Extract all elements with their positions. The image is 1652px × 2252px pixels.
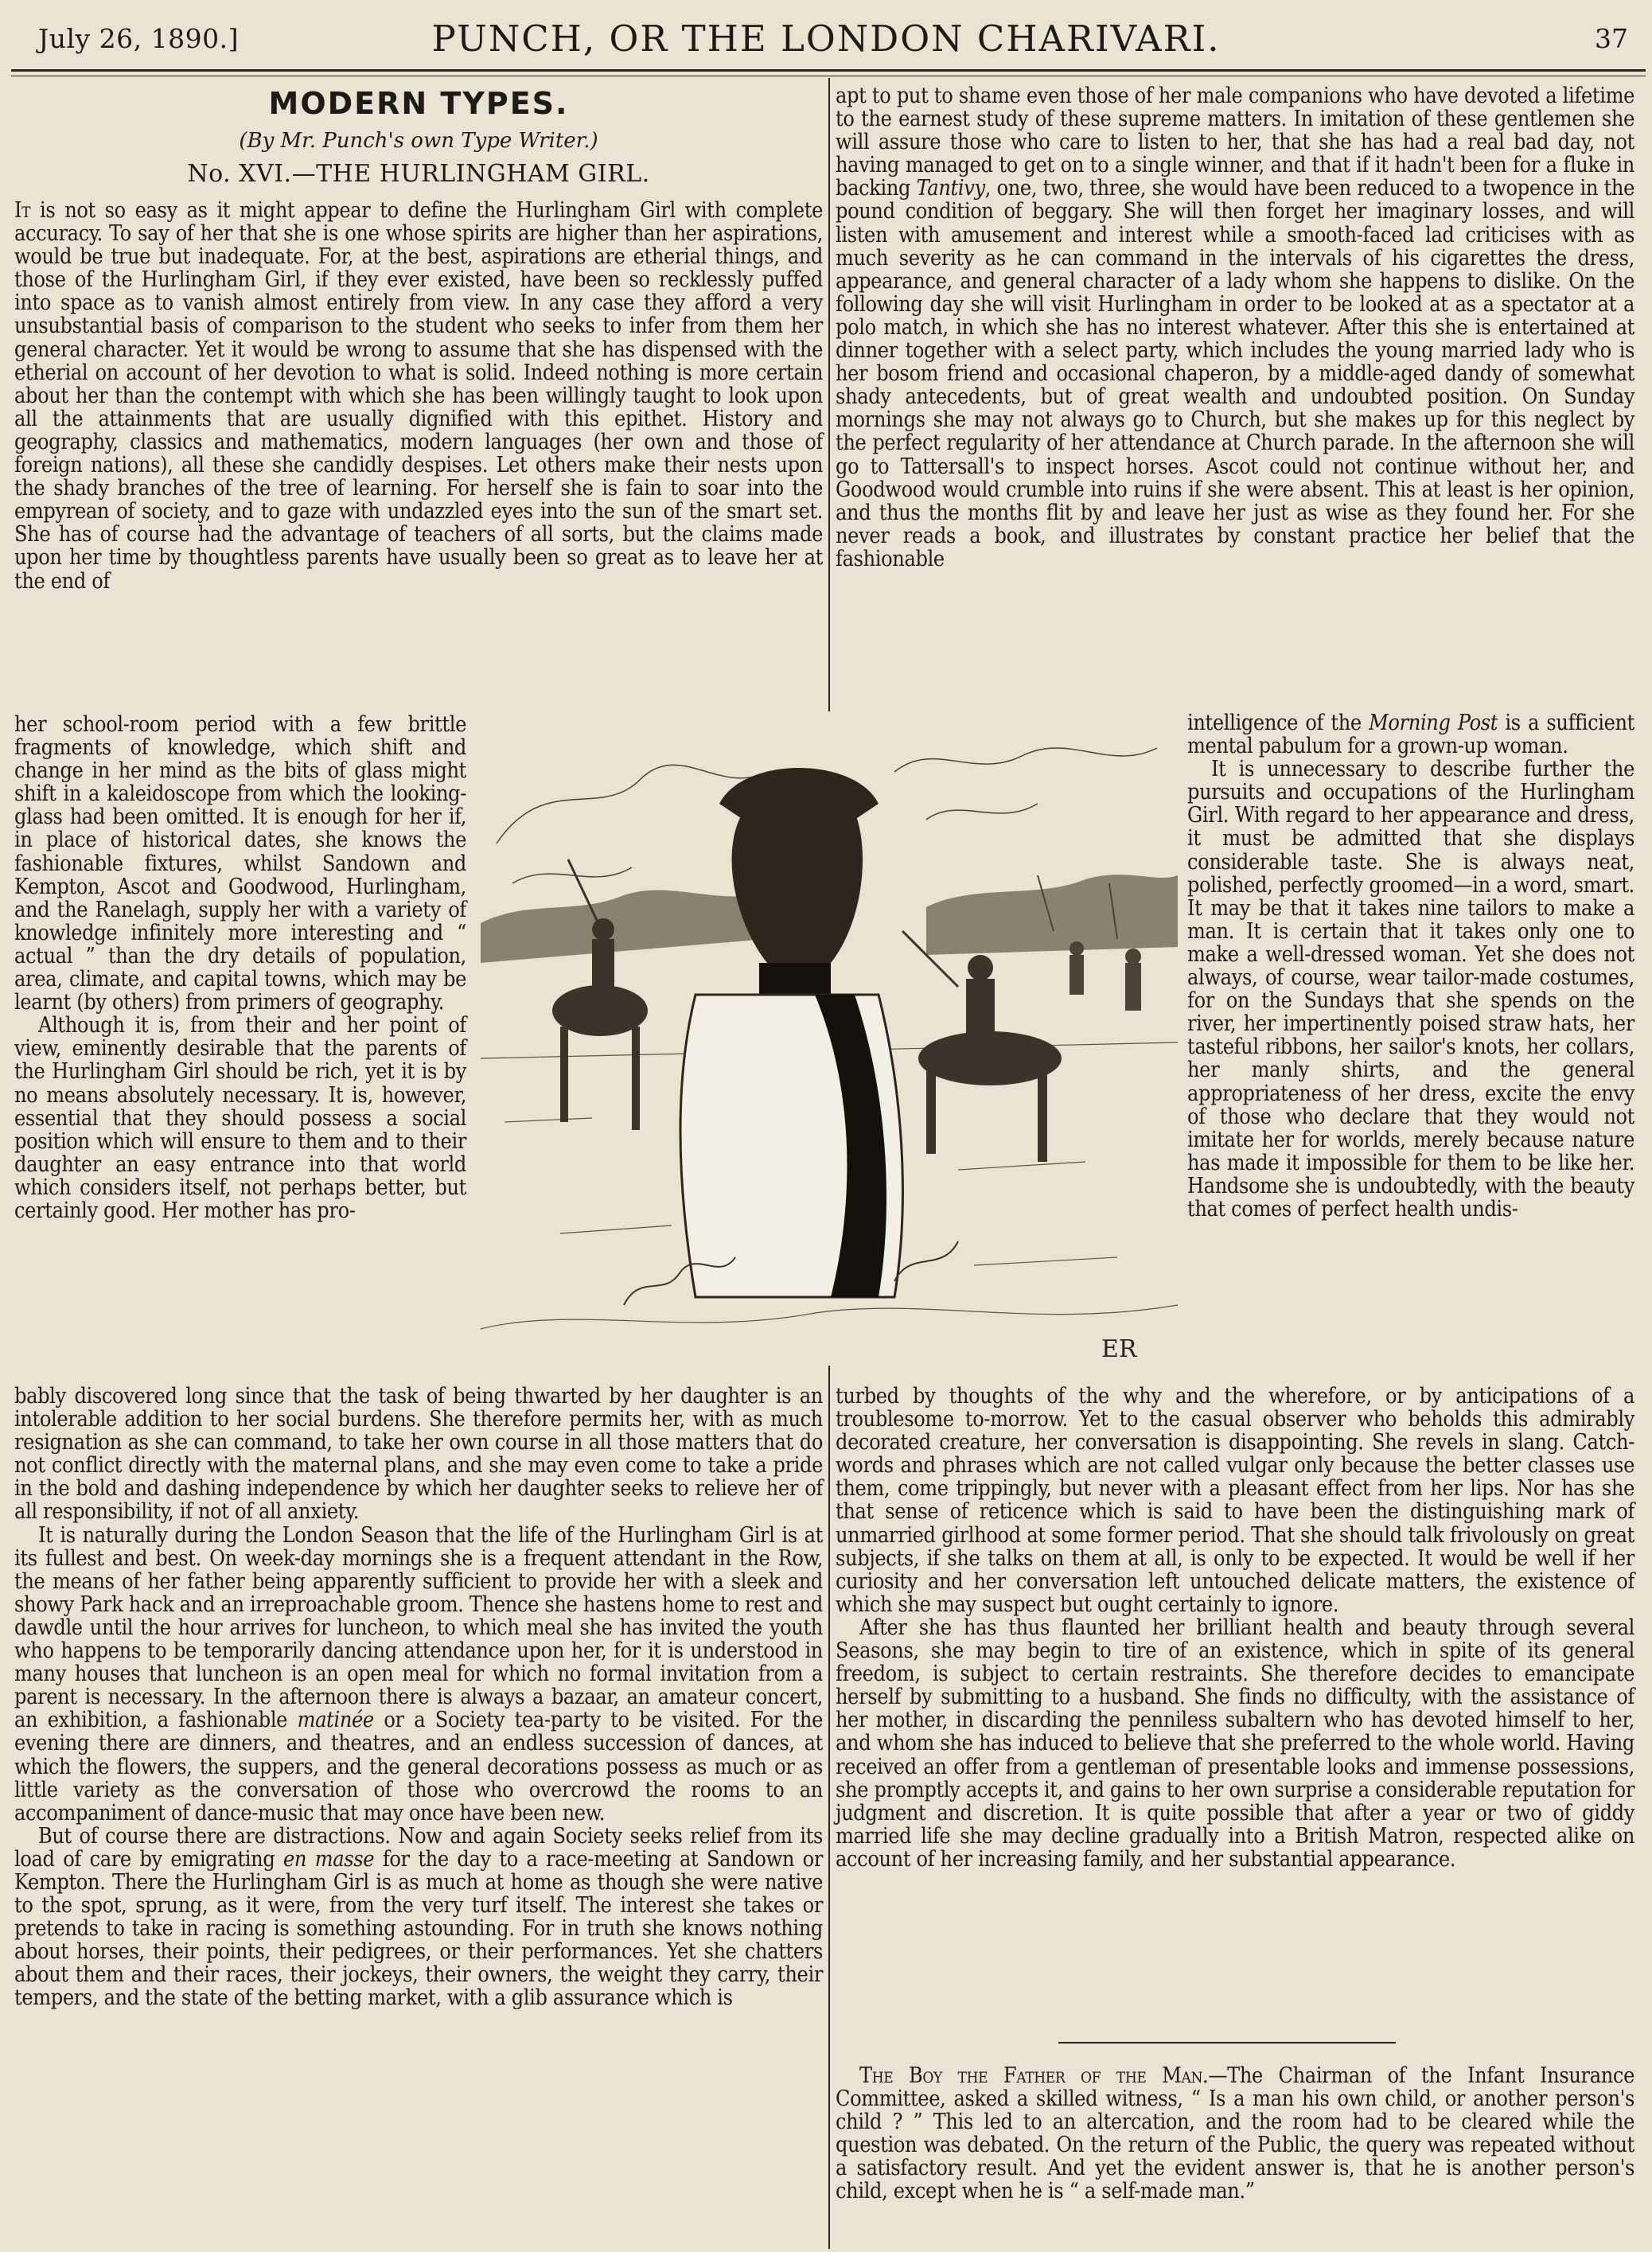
paragraph-text: It is unnecessary to describe further the pursuits and occupations of the Hurlingham Girl. With regard to her appearance and dress, it must be admitted that she displays considerable taste. She is always neat, polished, perfectly groomed—in a word, smart. It may be that it takes nine tailors to make a man. It is certain that it takes only one to make a well-dressed woman. Yet she does not always, of course, wear tailor-made costumes, for on the Sundays that she spends on the river, her impertinently poised straw hats, her tasteful ribbons, her sailor's knots, her collars, her manly shirts, and the general appropriateness of her dress, excite the envy of those who declare that they would not imitate her for worlds, merely because nature has made it impossible for them to be like her. Handsome she is undoubtedly, with the beauty that comes of perfect health undis- <box>1187 757 1634 1221</box>
paragraph <box>836 1616 1634 1871</box>
masthead-rule <box>11 69 1646 72</box>
polo-illustration <box>481 724 1178 1370</box>
column-divider <box>828 1366 830 2249</box>
filler-heading: The Boy the Father of the Man. <box>859 2063 1209 2088</box>
paragraph-text: Although it is, from their and her point of view, eminently desirable that the parents of the Hurlingham Girl should be rich, yet it is by no means absolutely necessary. It is, however, essential that they should possess a social position which will ensure to them and to their daughter an easy entrance into that world which considers itself, not perhaps better, but certainly good. Her mother has pro- <box>14 1013 466 1223</box>
paragraph-text: her school-room period with a few brittle fragments of knowledge, which shift and change in her mind as the bits of glass might shift in a kaleidoscope from which the looking-glass had been omitted. It is enough for her if, in place of historical dates, she knows the fashionable fixtures, whilst Sandown and Kempton, Ascot and Goodwood, Hurlingham, and the Ranelagh, supply her with a variety of knowledge infinitely more interesting and “ actual ” than the dry details of population, area, climate, and capital towns, which may be learnt (by others) from primers of geography. <box>14 712 466 1015</box>
paragraph-text: is a sufficient mental pabulum for a grown-up woman. <box>1187 711 1635 759</box>
polo-rider-right <box>902 931 1062 1162</box>
publication-title: PUNCH, OR THE LONDON CHARIVARI. <box>431 18 1221 60</box>
paragraph-text: is not so easy as it might appear to define the Hurlingham Girl with complete accuracy. To say of her that she is one whose spirits are higher than her aspirations, would be true but inadequate. For, at the best, aspirations are etherial things, and those of the Hurlingham Girl, if they ever existed, have been so recklessly puffed into space as to vanish almost entirely from view. In any case they afford a very unsubstantial basis of comparison to the student who seeks to infer from them her general character. Yet it would be wrong to assume that she has dispensed with the etherial on account of her devotion to what is solid. Indeed nothing is more certain about her than the contempt with which she has been willingly taught to look upon all the attainments that are usually dignified with this epithet. History and geography, classics and mathematics, modern languages (her own and those of foreign nations), all these she candidly despises. Let others make their nests upon the shady branches of the tree of learning. For herself she is fain to soar into the empyrean of society, and to gaze with undazzled eyes into the sun of the smart set. She has of course had the advantage of teachers of all sorts, but the claims made upon her time by thoughtless parents have usually been so great as to leave her at the end of <box>14 198 823 594</box>
paragraph <box>1187 758 1634 1221</box>
paragraph <box>836 84 1634 571</box>
paragraph-text: , one, two, three, she would have been reduced to a twopence in the pound condition of beggary. She will then forget her imaginary losses, and will listen with amusement and interest while a smooth-faced lad criticises with as much severity as he can command in the intervals of his cigarettes the dress, appearance, and general character of a lady whom she happens to dislike. On the following day she will visit Hurlingham in order to be looked at as a spectator at a polo match, in which she has no interest whatever. After this she is entertained at dinner together with a select party, which includes the young married lady who is her bosom friend and occasional chaperon, by a middle-aged dandy of somewhat shady antecedents, but of great wealth and undoubted position. On Sunday mornings she may not always go to Church, but she makes up for this neglect by the perfect regularity of her attendance at Church parade. In the afternoon she will go to Tattersall's to inspect horses. Ascot could not continue without her, and Goodwood would crumble into ruins if she were absent. This at least is her opinion, and thus the months flit by and leave her just as wise as they found her. For she never reads a book, and illustrates by constant practice her belief that the fashionable <box>836 176 1635 571</box>
paragraph <box>14 199 823 593</box>
paragraph-text: After she has thus flaunted her brilliant health and beauty through several Seasons, she may begin to tire of an existence, which in spite of its general freedom, is subject to certain restraints. She therefore decides to emancipate herself by submitting to a husband. She finds no difficulty, with the assistance of her mother, in discarding the penniless subaltern who has devoted himself to her, and whom she has induced to believe that she preferred to the whole world. Having received an offer from a gentleman of presentable looks and immense possessions, she promptly accepts it, and gains to her own surprise a considerable reputation for judgment and discretion. It is quite possible that after a year or two of giddy married life she may decline gradually into a British Matron, respected alike on account of her increasing family, and her substantial appearance. <box>836 1615 1634 1872</box>
emphasis: Morning Post <box>1369 711 1498 735</box>
paragraph <box>14 1385 823 1524</box>
column-divider <box>828 78 830 711</box>
paragraph <box>1187 711 1634 758</box>
paragraph-text: It is naturally during the London Season that the life of the Hurlingham Girl is at its fullest and best. On week-day mornings she is a frequent attendant in the Row, the means of her father being apparently sufficient to provide her with a sleek and showy Park hack and an irreproachable groom. Thence she hastens home to rest and dawdle until the hour arrives for luncheon, to which meal she has invited the youth who happens to be temporarily dancing attendance upon her, for it is understood in many houses that luncheon is an open meal for which no formal invitation from a parent is necessary. In the afternoon there is always a bazaar, an amateur concert, an exhibition, a fashionable <box>14 1522 823 1733</box>
paragraph-text: apt to put to shame even those of her male companions who have devoted a lifetime to the earnest study of these supreme matters. In imitation of these gentlemen she will assure those who care to listen to her, that she has had a real bad day, not having managed to get on to a single winner, and that if it hadn't been for a fluke in backing <box>836 84 1634 201</box>
article-byline: (By Mr. Punch's own Type Writer.) <box>239 129 598 153</box>
hurlingham-girl-figure <box>680 768 902 1297</box>
section-divider <box>1058 2042 1396 2044</box>
article-column-left-bottom <box>14 1385 823 2010</box>
paragraph <box>836 2064 1634 2203</box>
emphasis: Tantivy <box>916 176 985 201</box>
paragraph-text: —The Chairman of the Infant Insurance Committee, asked a skilled witness, “ Is a man his own child, or another person's child ? ” This led to an altercation, and the room had to be cleared while the question was debated. On the return of the Public, the query was repeated without a satisfactory result. And yet the evident answer is, that he is another person's child, except when he is “ a self-made man.” <box>836 2063 1634 2204</box>
emphasis: matinée <box>297 1708 374 1733</box>
article-column-left-wrap <box>14 713 466 1222</box>
emphasis: en masse <box>283 1846 375 1872</box>
article-column-right-top <box>836 84 1634 571</box>
paragraph <box>14 713 466 1014</box>
issue-date: July 26, 1890.] <box>38 23 239 54</box>
article-subhead: No. XVI.—THE HURLINGHAM GIRL. <box>187 160 650 188</box>
article-column-right-bottom <box>836 1385 1634 1871</box>
illustrator-signature: ER <box>1101 1335 1137 1363</box>
paragraph-text: for the day to a race-meeting at Sandown or Kempton. There the Hurlingham Girl is as much at home as though she were native to the spot, sprung, as it were, from the very turf itself. The interest she takes or pretends to take in racing is something astounding. For in truth she knows nothing about horses, their points, their pedigrees, or their performances. Yet she chatters about them and their races, their jockeys, their owners, the weight they carry, their tempers, and the state of the betting market, with a glib assurance which is <box>14 1846 824 2011</box>
filler-item <box>836 2064 1634 2203</box>
paragraph <box>14 1825 823 2010</box>
paragraph-text: bably discovered long since that the task of being thwarted by her daughter is an intolerable addition to her social burdens. She therefore permits her, with as much resignation as she can command, to take her own course in all those matters that do not conflict directly with the maternal plans, and she may even come to take a pride in the bold and dashing independence by which her daughter seeks to relieve her of all responsibility, if not of all anxiety. <box>14 1384 823 1525</box>
paragraph-text: But of course there are distractions. Now and again Society seeks relief from its load of care by emigrating <box>14 1823 823 1872</box>
article-title: MODERN TYPES. <box>268 86 569 121</box>
paragraph <box>14 1014 466 1222</box>
paragraph <box>836 1385 1634 1616</box>
article-column-right-wrap <box>1187 711 1634 1221</box>
paragraph-text: intelligence of the <box>1187 711 1370 735</box>
page-number: 37 <box>1595 23 1628 54</box>
paragraph-text: or a Society tea-party to be visited. For the evening there are dinners, and theatres, and an endless succession of dances, at which the flowers, the suppers, and the general decorations possess as much or as little variety as the conversation of those who overcrowd the rooms to an accompaniment of dance-music that may once have been new. <box>14 1708 823 1825</box>
paragraph <box>14 1524 823 1825</box>
article-column-left-top <box>14 199 823 593</box>
drop-lead: It <box>14 198 31 223</box>
paragraph-text: turbed by thoughts of the why and the wherefore, or by anticipations of a troublesome to-morrow. Yet to the casual observer who beholds this admirably decorated creature, her conversation is disappointing. She revels in slang. Catch-words and phrases which are not called vulgar only because the better classes use them, come trippingly, but never with a pleasant effect from her lips. Nor has she that sense of reticence which is said to have been the distinguishing mark of unmarried girlhood at some former period. That she should talk frivolously on great subjects, if she talks on them at all, is only to be expected. It would be well if her curiosity and her conversation left untouched delicate matters, the existence of which she may suspect but ought certainly to ignore. <box>836 1384 1634 1617</box>
